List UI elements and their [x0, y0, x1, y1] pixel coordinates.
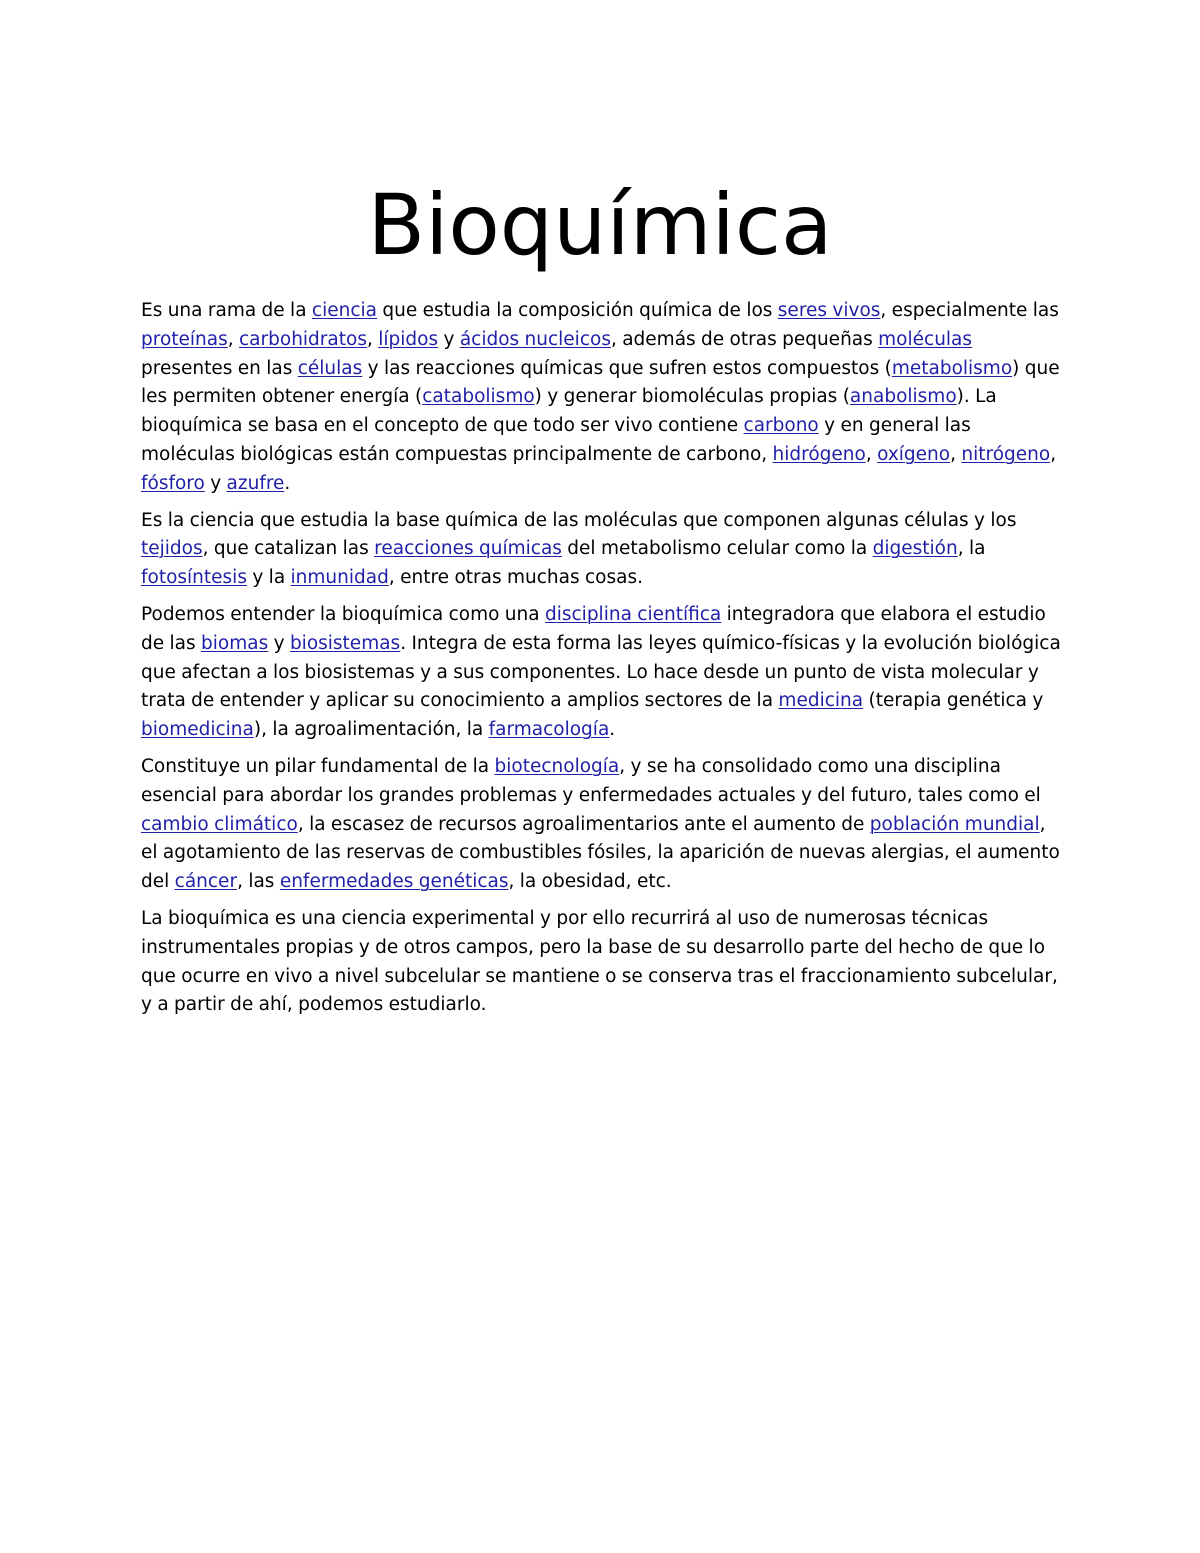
hyperlink[interactable]: enfermedades genéticas	[279, 871, 509, 893]
hyperlink[interactable]: seres vivos	[777, 300, 881, 321]
paragraph-text: ), la agroalimentación, la	[253, 719, 489, 741]
hyperlink[interactable]: digestión	[872, 538, 958, 560]
hyperlink[interactable]: azufre	[226, 472, 285, 494]
hyperlink[interactable]: biotecnología	[494, 755, 620, 777]
paragraph-text: ,	[1050, 443, 1057, 465]
paragraph-text: ,	[865, 443, 878, 465]
paragraph	[141, 601, 1061, 745]
paragraph-text: , y se ha consolidado como una disciplina esencial para abordar los grandes problemas y enfermedades actuales y del futuro, tales como el	[141, 755, 1041, 806]
paragraph-text: Es una rama de la	[141, 300, 312, 321]
hyperlink[interactable]: ácidos nucleicos	[459, 328, 611, 350]
paragraph-text: del metabolismo celular como la	[561, 538, 873, 560]
paragraph-text: ) que les permiten obtener energía (	[141, 357, 1060, 408]
hyperlink[interactable]: fósforo	[141, 472, 205, 494]
paragraph-text: ) y generar biomoléculas propias (	[534, 386, 850, 408]
paragraph-text: que estudia la composición química de los	[377, 300, 778, 321]
hyperlink[interactable]: anabolismo	[849, 386, 957, 408]
hyperlink[interactable]: carbono	[743, 415, 819, 437]
hyperlink[interactable]: biomas	[201, 632, 269, 654]
hyperlink[interactable]: reacciones químicas	[374, 538, 562, 560]
hyperlink[interactable]: catabolismo	[422, 386, 535, 408]
paragraph-text: , especialmente las	[880, 300, 1059, 321]
paragraph-text: ). La bioquímica se basa en el concepto de que todo ser vivo contiene	[141, 386, 997, 437]
hyperlink[interactable]: metabolismo	[891, 357, 1013, 379]
paragraph	[141, 297, 1061, 499]
paragraph-text: Constituye un pilar fundamental de la	[141, 755, 495, 777]
hyperlink[interactable]: tejidos	[141, 538, 203, 560]
paragraph-text: La bioquímica es una ciencia experimental y por ello recurrirá al uso de numerosas técnicas instrumentales propias y de otros campos, pero la base de su desarrollo parte del hecho de que lo que ocurre en vivo a nivel subcelular se mantiene o se conserva tras el fraccionamiento subcelular, y a partir de ahí, podemos estudiarlo.	[141, 907, 1058, 1016]
hyperlink[interactable]: moléculas	[878, 328, 973, 350]
paragraph-text: y	[268, 632, 290, 654]
paragraph-text: y las reacciones químicas que sufren estos compuestos (	[362, 357, 892, 379]
paragraph-text: presentes en las	[141, 357, 298, 379]
hyperlink[interactable]: biosistemas	[289, 632, 401, 654]
hyperlink[interactable]: disciplina científica	[544, 603, 722, 625]
paragraph-text: , las	[237, 871, 280, 893]
paragraph	[141, 905, 1061, 1020]
paragraph-text: . Integra de esta forma las leyes químico-físicas y la evolución biológica que afectan a los biosistemas y a sus componentes. Lo hace desde un punto de vista molecular y trata de entender y aplicar su conocimiento a amplios sectores de la	[141, 632, 1061, 712]
paragraph-text: (terapia genética y	[863, 690, 1044, 712]
document-title: Bioquímica	[367, 176, 833, 274]
hyperlink[interactable]: oxígeno	[877, 443, 951, 465]
hyperlink[interactable]: biomedicina	[141, 719, 254, 741]
hyperlink[interactable]: ciencia	[311, 300, 377, 321]
paragraph-text: Podemos entender la bioquímica como una	[141, 603, 545, 625]
hyperlink[interactable]: cambio climático	[141, 813, 298, 835]
paragraph-text: integradora que elabora el estudio de las	[141, 603, 1046, 654]
hyperlink[interactable]: fotosíntesis	[141, 567, 247, 589]
paragraph-text: y la	[246, 567, 291, 589]
paragraph-text: , la escasez de recursos agroalimentarios ante el aumento de	[297, 813, 870, 835]
paragraph-text: , la	[957, 538, 986, 560]
hyperlink[interactable]: proteínas	[141, 328, 228, 350]
paragraph-text: , que catalizan las	[202, 538, 375, 560]
paragraph	[141, 753, 1061, 897]
hyperlink[interactable]: farmacología	[488, 719, 610, 741]
paragraph	[141, 507, 1061, 593]
hyperlink[interactable]: población mundial	[869, 813, 1040, 835]
paragraph-text: Es la ciencia que estudia la base química de las moléculas que componen algunas células y los	[141, 509, 1017, 531]
paragraph-text: .	[609, 719, 616, 741]
paragraph-text: .	[284, 472, 291, 494]
paragraph-text: , entre otras muchas cosas.	[388, 567, 643, 589]
hyperlink[interactable]: inmunidad	[290, 567, 389, 589]
paragraph-text: ,	[227, 328, 240, 350]
paragraph-text: ,	[950, 443, 962, 465]
hyperlink[interactable]: células	[297, 357, 363, 379]
paragraph-text: , la obesidad, etc.	[508, 871, 672, 893]
hyperlink[interactable]: carbohidratos	[239, 328, 367, 350]
paragraph-text: , el agotamiento de las reservas de combustibles fósiles, la aparición de nuevas alergias, el aumento del	[141, 813, 1060, 893]
paragraph-text: y en general las moléculas biológicas están compuestas principalmente de carbono,	[141, 415, 971, 465]
hyperlink[interactable]: lípidos	[378, 328, 439, 350]
paragraph-text: y	[438, 328, 460, 350]
paragraph-text: y	[204, 472, 227, 494]
paragraph-text: ,	[366, 328, 379, 350]
paragraph-text: , además de otras pequeñas	[610, 328, 879, 350]
hyperlink[interactable]: nitrógeno	[961, 443, 1051, 465]
hyperlink[interactable]: hidrógeno	[772, 443, 866, 465]
hyperlink[interactable]: medicina	[778, 690, 864, 712]
document-body	[141, 297, 1061, 1028]
hyperlink[interactable]: cáncer	[174, 871, 238, 893]
